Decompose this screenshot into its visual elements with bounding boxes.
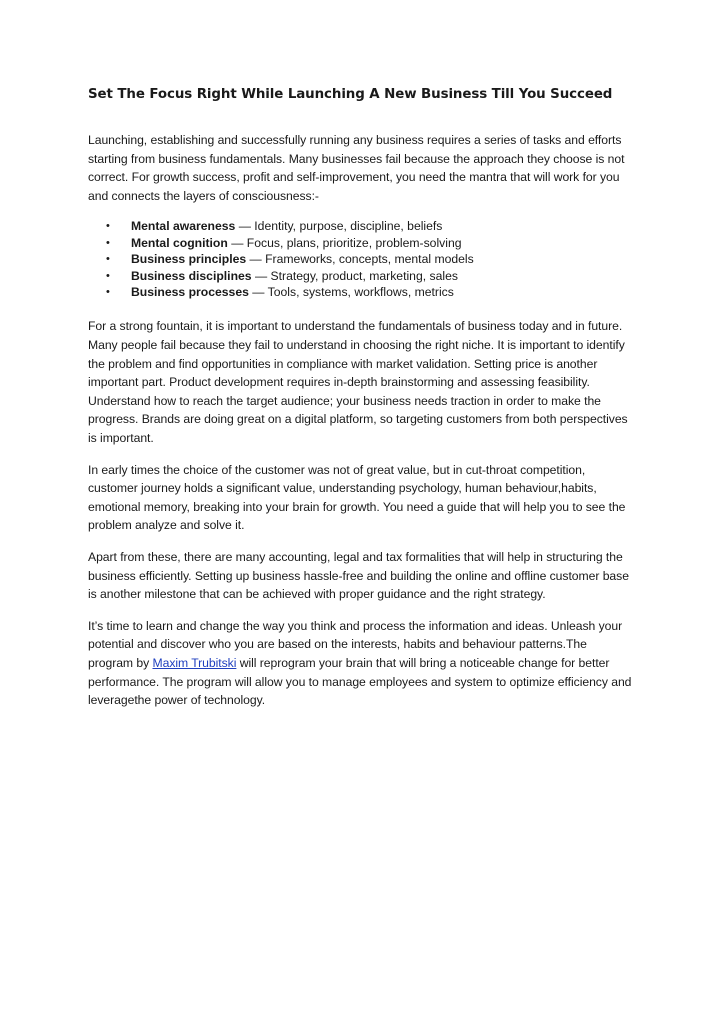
- consciousness-layers-list: [88, 218, 634, 300]
- bullet-icon: •: [106, 269, 110, 282]
- bullet-icon: •: [106, 253, 110, 266]
- bullet-icon: •: [106, 286, 110, 298]
- list-item-term: Business processes: [131, 285, 249, 299]
- list-item-term: Mental awareness: [131, 219, 236, 234]
- list-item: [88, 251, 634, 267]
- list-item: [88, 268, 634, 284]
- bullet-icon: •: [106, 220, 110, 233]
- list-item: [88, 235, 634, 251]
- formalities-paragraph: Apart from these, there are many accounting, legal and tax formalities that will help in structuring the business efficiently. Setting up business hassle-free and building the online and offline customer base is another milestone that can be achieved with proper guidance and the right strategy.: [88, 549, 629, 602]
- list-item: [88, 284, 634, 300]
- list-item-description: — Tools, systems, workflows, metrics: [248, 285, 454, 299]
- list-item-description: — Focus, plans, prioritize, problem-solving: [227, 235, 462, 250]
- closing-text-after-link: will reprogram your brain that will bring a noticeable change for better performance. The program will allow you to manage employees and system to optimize efficiency and leveragethe power of technology.: [88, 655, 632, 708]
- document-title: Set The Focus Right While Launching A New Business Till You Succeed: [88, 87, 613, 102]
- document-body: [88, 86, 634, 723]
- list-item-description: — Identity, purpose, discipline, beliefs: [235, 219, 443, 234]
- list-item-term: Business principles: [131, 252, 247, 267]
- customer-journey-paragraph: In early times the choice of the customer was not of great value, but in cut-throat competition, customer journey holds a significant value, understanding psychology, human behaviour,habits, emotional memory, breaking into your brain for growth. You need a guide that will help you to see the problem analyze and solve it.: [88, 462, 626, 533]
- bullet-icon: •: [106, 236, 110, 249]
- fundamentals-paragraph: For a strong fountain, it is important to understand the fundamentals of business today and in future. Many people fail because they fail to understand in choosing the right niche. It is important to identify the problem and find opportunities in compliance with market validation. Setting price is another important part. Product development requires in-depth brainstorming and assessing feasibility. Understand how to reach the target audience; your business needs traction in order to make the progress. Brands are doing great on a digital platform, so targeting customers from both perspectives is important.: [88, 319, 628, 445]
- closing-paragraph: [88, 617, 634, 710]
- intro-paragraph: Launching, establishing and successfully running any business requires a series of tasks and efforts starting from business fundamentals. Many businesses fail because the approach they choose is not correct. For growth success, profit and self-improvement, you need the mantra that will work for you and connects the layers of consciousness:-: [88, 133, 625, 203]
- list-item-term: Mental cognition: [131, 235, 228, 250]
- list-item-term: Business disciplines: [131, 268, 252, 283]
- closing-text-before-link: It’s time to learn and change the way you think and process the information and ideas. Unleash your potential and discover who you are based on the interests, habits and behaviour patterns.The program by: [88, 618, 623, 670]
- list-item-description: — Strategy, product, marketing, sales: [251, 268, 458, 283]
- maxim-trubitski-link[interactable]: Maxim Trubitski: [152, 655, 237, 670]
- list-item-description: — Frameworks, concepts, mental models: [246, 252, 474, 267]
- list-item: [88, 218, 634, 234]
